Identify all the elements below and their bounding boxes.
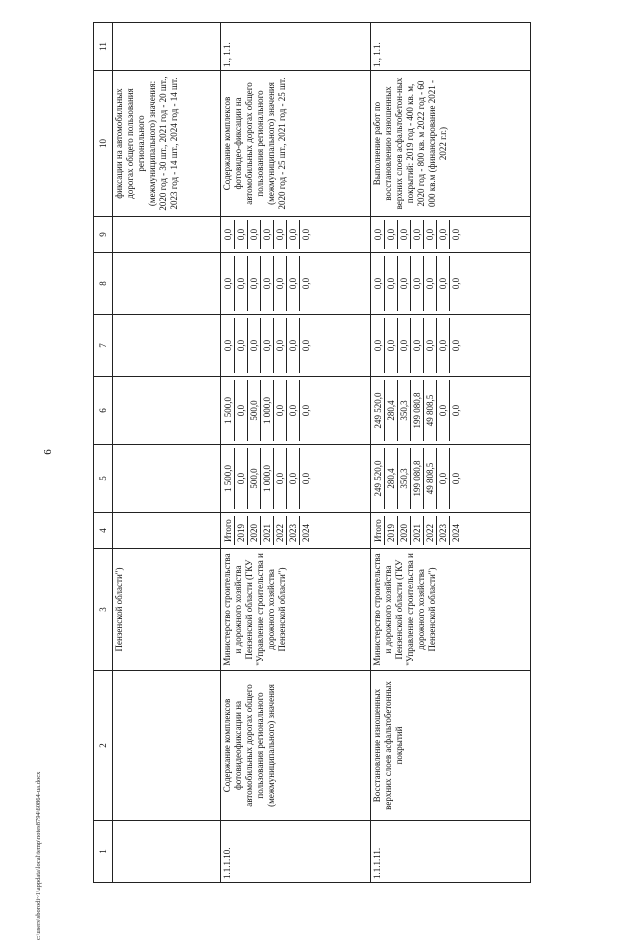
amount-value: 1 000,0 — [261, 448, 274, 509]
amount-value: 0,0 — [301, 472, 311, 485]
amount-value: 49 808,5 — [424, 380, 437, 441]
amount-value: 0,0 — [372, 220, 385, 249]
amount-value: 0,0 — [248, 256, 261, 311]
amount-value: 0,0 — [451, 404, 461, 417]
cell-col6 — [113, 377, 221, 445]
amount-value: 1 000,0 — [261, 380, 274, 441]
amount-value: 0,0 — [235, 448, 248, 509]
cell-col6 — [221, 377, 371, 445]
amount-value: 0,0 — [261, 256, 274, 311]
amount-value: 0,0 — [437, 220, 450, 249]
amount-value: 0,0 — [235, 220, 248, 249]
amount-value: 0,0 — [222, 256, 235, 311]
cell-col5 — [221, 445, 371, 513]
amount-value: 0,0 — [437, 380, 450, 441]
amount-value: 0,0 — [451, 277, 461, 290]
year-label: 2022 — [424, 516, 437, 545]
column-number: 9 — [94, 217, 113, 253]
column-number: 3 — [94, 549, 113, 671]
column-number: 2 — [94, 671, 113, 821]
cell-name: Содержание комплексов фотовидеофиксации на автомобильных дорогах общего пользования регионального (межмуниципального) значения — [221, 671, 371, 821]
amount-value: 350,3 — [398, 380, 411, 441]
year-label: Итого — [222, 516, 235, 545]
amount-value: 0,0 — [301, 228, 311, 241]
amount-value: 0,0 — [451, 228, 461, 241]
cell-result: Содержание комплексов фотовидео-фиксации на автомобильных дорогах общего пользования регионального (межмуниципального) значения 2020 год - 25 шт., 2021 год - 25 шт. — [221, 71, 371, 217]
cell-col9 — [113, 217, 221, 253]
amount-value: 350,3 — [398, 448, 411, 509]
amount-value: 0,0 — [274, 220, 287, 249]
year-label: 2019 — [235, 516, 248, 545]
column-number: 7 — [94, 315, 113, 377]
year-label: 2021 — [261, 516, 274, 545]
year-label: 2022 — [274, 516, 287, 545]
page-number: 6 — [42, 449, 54, 455]
amount-value: 0,0 — [451, 339, 461, 352]
column-number: 5 — [94, 445, 113, 513]
column-number: 6 — [94, 377, 113, 445]
cell-col7 — [113, 315, 221, 377]
cell-col9 — [371, 217, 531, 253]
cell-years — [371, 513, 531, 549]
program-activities-table — [93, 22, 531, 883]
amount-value: 0,0 — [287, 220, 300, 249]
year-label: 2020 — [248, 516, 261, 545]
cell-col7 — [221, 315, 371, 377]
cell-result: фиксации на автомобильных дорогах общего пользования регионального (межмуниципального) значения: 2020 год - 30 шт., 2021 год - 20 шт., 2023 год - 14 шт., 2024 год - 14 шт. — [113, 71, 221, 217]
cell-col8 — [221, 253, 371, 315]
cell-link: 1., 1.1. — [371, 23, 531, 71]
amount-value: 0,0 — [274, 380, 287, 441]
amount-value: 0,0 — [398, 256, 411, 311]
amount-value: 0,0 — [235, 380, 248, 441]
amount-value: 0,0 — [424, 256, 437, 311]
amount-value: 199 080,8 — [411, 448, 424, 509]
amount-value: 249 520,0 — [372, 448, 385, 509]
amount-value: 0,0 — [235, 256, 248, 311]
cell-col5 — [371, 445, 531, 513]
table-area — [93, 23, 623, 883]
cell-years — [221, 513, 371, 549]
cell-col5 — [113, 445, 221, 513]
cell-executor: Министерство строительства и дорожного хозяйства Пензенской области (ГКУ "Управление строительства и дорожного хозяйства Пензенской области") — [371, 549, 531, 671]
amount-value: 0,0 — [274, 318, 287, 373]
cell-col7 — [371, 315, 531, 377]
year-label: 2019 — [385, 516, 398, 545]
amount-value: 0,0 — [398, 220, 411, 249]
cell-years — [113, 513, 221, 549]
amount-value: 0,0 — [261, 220, 274, 249]
year-label: 2024 — [451, 524, 461, 542]
amount-value: 280,4 — [385, 380, 398, 441]
amount-value: 500,0 — [248, 448, 261, 509]
amount-value: 0,0 — [372, 318, 385, 373]
column-number: 10 — [94, 71, 113, 217]
amount-value: 0,0 — [261, 318, 274, 373]
cell-code — [113, 821, 221, 883]
amount-value: 0,0 — [274, 256, 287, 311]
column-number: 8 — [94, 253, 113, 315]
amount-value: 1 500,0 — [222, 380, 235, 441]
column-number: 4 — [94, 513, 113, 549]
cell-code: 1.1.1.11. — [371, 821, 531, 883]
table-row — [371, 23, 531, 883]
amount-value: 0,0 — [451, 472, 461, 485]
column-number-row — [94, 23, 113, 883]
cell-col6 — [371, 377, 531, 445]
amount-value: 0,0 — [424, 220, 437, 249]
amount-value: 0,0 — [248, 318, 261, 373]
year-label: 2023 — [437, 516, 450, 545]
file-path-footer: c:\users\sborodi~1\appdata\local\temp\notes8794\60864-ua.docx — [35, 771, 42, 940]
column-number: 1 — [94, 821, 113, 883]
year-label: Итого — [372, 516, 385, 545]
amount-value: 0,0 — [385, 256, 398, 311]
cell-col8 — [371, 253, 531, 315]
table-row-continuation — [113, 23, 221, 883]
amount-value: 0,0 — [437, 448, 450, 509]
amount-value: 0,0 — [301, 404, 311, 417]
cell-result: Выполнение работ по восстановлению изношенных верхних слоев асфальтобетон-ных покрытий: 2019 год - 400 кв. м, 2020 год - 800 кв. м 2022 год - 60 000 кв.м (финансирование 2021 - 2022 г.г.) — [371, 71, 531, 217]
amount-value: 0,0 — [274, 448, 287, 509]
amount-value: 0,0 — [424, 318, 437, 373]
cell-name — [113, 671, 221, 821]
rotated-table-container — [93, 23, 623, 883]
amount-value: 0,0 — [287, 256, 300, 311]
amount-value: 0,0 — [287, 448, 300, 509]
amount-value: 0,0 — [287, 318, 300, 373]
cell-col9 — [221, 217, 371, 253]
table-row — [221, 23, 371, 883]
amount-value: 0,0 — [235, 318, 248, 373]
amount-value: 249 520,0 — [372, 380, 385, 441]
amount-value: 0,0 — [411, 220, 424, 249]
cell-col8 — [113, 253, 221, 315]
amount-value: 0,0 — [222, 318, 235, 373]
amount-value: 199 080,8 — [411, 380, 424, 441]
year-label: 2024 — [301, 524, 311, 542]
amount-value: 0,0 — [222, 220, 235, 249]
amount-value: 49 808,5 — [424, 448, 437, 509]
amount-value: 0,0 — [437, 318, 450, 373]
cell-link: 1., 1.1. — [221, 23, 371, 71]
amount-value: 0,0 — [287, 380, 300, 441]
amount-value: 0,0 — [411, 256, 424, 311]
amount-value: 1 500,0 — [222, 448, 235, 509]
amount-value: 0,0 — [411, 318, 424, 373]
amount-value: 0,0 — [385, 318, 398, 373]
cell-link — [113, 23, 221, 71]
amount-value: 280,4 — [385, 448, 398, 509]
column-number: 11 — [94, 23, 113, 71]
amount-value: 0,0 — [248, 220, 261, 249]
amount-value: 500,0 — [248, 380, 261, 441]
amount-value: 0,0 — [372, 256, 385, 311]
amount-value: 0,0 — [398, 318, 411, 373]
year-label: 2023 — [287, 516, 300, 545]
cell-code: 1.1.1.10. — [221, 821, 371, 883]
amount-value: 0,0 — [437, 256, 450, 311]
amount-value: 0,0 — [301, 339, 311, 352]
year-label: 2021 — [411, 516, 424, 545]
cell-executor: Министерство строительства и дорожного хозяйства Пензенской области (ГКУ "Управление строительства и дорожного хозяйства Пензенской области") — [221, 549, 371, 671]
amount-value: 0,0 — [301, 277, 311, 290]
cell-executor: Пензенской области") — [113, 549, 221, 671]
cell-name: Восстановление изношенных верхних слоев асфальтобетонных покрытий — [371, 671, 531, 821]
year-label: 2020 — [398, 516, 411, 545]
amount-value: 0,0 — [385, 220, 398, 249]
